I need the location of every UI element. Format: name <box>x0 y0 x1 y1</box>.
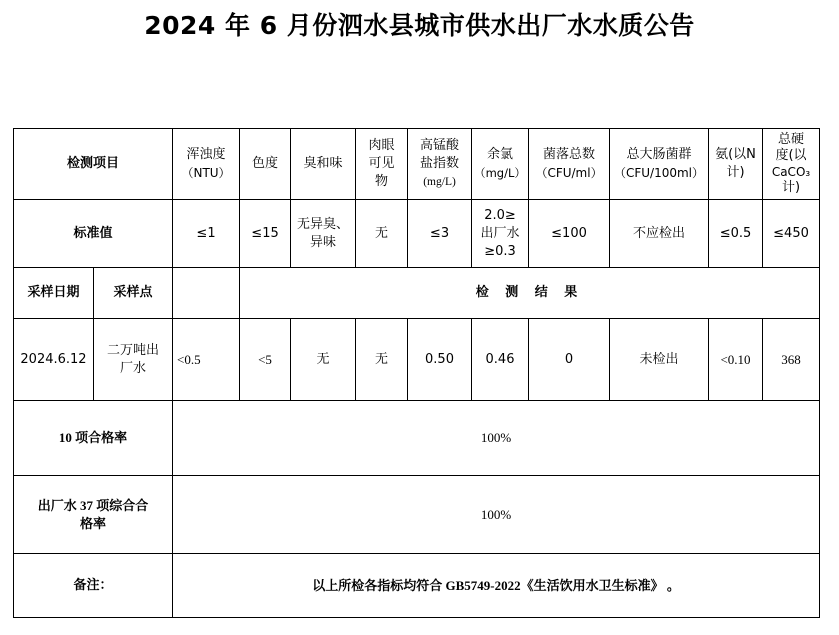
header-turbidity-name: 浑浊度 <box>186 147 226 162</box>
header-ammonia-line1: 氨(以N <box>715 147 756 162</box>
standard-chlorine-line1: 2.0≥ <box>484 207 516 223</box>
standard-color: ≤15 <box>240 200 291 268</box>
standard-turbidity: ≤1 <box>173 200 240 268</box>
result-permanganate: 0.50 <box>408 319 472 401</box>
standard-odor-line2: 异味 <box>310 234 337 250</box>
header-colony-unit: （CFU/ml） <box>535 166 603 180</box>
header-color: 色度 <box>240 129 291 200</box>
header-chlorine-name: 余氯 <box>487 147 514 162</box>
sampling-empty-cell <box>173 268 240 319</box>
standard-row <box>14 200 820 268</box>
header-chlorine <box>472 129 529 200</box>
rate10-row <box>14 401 820 476</box>
header-row <box>14 129 820 200</box>
standard-colony: ≤100 <box>529 200 610 268</box>
header-item: 检测项目 <box>14 129 173 200</box>
standard-visible: 无 <box>356 200 408 268</box>
header-hardness-line3: CaCO₃ <box>771 165 811 179</box>
result-date: 2024.6.12 <box>14 319 94 401</box>
result-turbidity: <0.5 <box>173 319 240 401</box>
header-permanganate-unit: (mg/L) <box>423 176 456 188</box>
header-coliform-unit: （CFU/100ml） <box>613 166 705 180</box>
header-ammonia-line2: 计) <box>726 165 745 180</box>
standard-label: 标准值 <box>14 200 173 268</box>
header-visible-line2: 可见 <box>368 156 395 171</box>
result-odor: 无 <box>291 319 356 401</box>
result-hardness: 368 <box>763 319 820 401</box>
page-title: 2024 年 6 月份泗水县城市供水出厂水水质公告 <box>144 11 695 40</box>
standard-hardness: ≤450 <box>763 200 820 268</box>
header-permanganate <box>408 129 472 200</box>
standard-permanganate: ≤3 <box>408 200 472 268</box>
rate10-label: 10 项合格率 <box>14 401 173 476</box>
header-hardness-line2: 度(以 <box>775 148 807 163</box>
result-point-line1: 二万吨出 <box>107 342 160 358</box>
standard-coliform: 不应检出 <box>610 200 709 268</box>
standard-chlorine-line3: ≥0.3 <box>484 243 516 259</box>
rate10-value: 100% <box>173 401 820 476</box>
sampling-header-row <box>14 268 820 319</box>
header-turbidity-unit: （NTU） <box>181 166 231 180</box>
rate37-label-line1: 出厂水 37 项综合合 <box>37 497 149 513</box>
standard-chlorine <box>472 200 529 268</box>
header-hardness <box>763 129 820 200</box>
header-coliform-name: 总大肠菌群 <box>626 147 692 162</box>
result-colony: 0 <box>529 319 610 401</box>
header-permanganate-line1: 高锰酸 <box>420 138 460 153</box>
result-ammonia: <0.10 <box>709 319 763 401</box>
result-visible: 无 <box>356 319 408 401</box>
rate37-row <box>14 476 820 554</box>
header-colony-name: 菌落总数 <box>543 147 596 162</box>
header-odor: 臭和味 <box>291 129 356 200</box>
water-quality-table <box>13 128 820 618</box>
header-visible <box>356 129 408 200</box>
standard-odor <box>291 200 356 268</box>
result-row <box>14 319 820 401</box>
rate37-label <box>14 476 173 554</box>
header-coliform <box>610 129 709 200</box>
header-turbidity <box>173 129 240 200</box>
sampling-point-label: 采样点 <box>94 268 173 319</box>
result-point-line2: 厂水 <box>120 360 147 376</box>
standard-odor-line1: 无异臭、 <box>297 216 350 232</box>
result-point <box>94 319 173 401</box>
note-row <box>14 554 820 618</box>
rate37-label-line2: 格率 <box>80 515 107 531</box>
header-ammonia <box>709 129 763 200</box>
header-visible-line1: 肉眼 <box>368 138 395 153</box>
standard-chlorine-line2: 出厂水 <box>480 225 520 241</box>
header-hardness-line1: 总硬 <box>778 132 805 147</box>
rate37-value: 100% <box>173 476 820 554</box>
header-chlorine-unit: （mg/L） <box>474 166 526 180</box>
note-text: 以上所检各指标均符合 GB5749-2022《生活饮用水卫生标准》 。 <box>173 554 820 618</box>
header-permanganate-line2: 盐指数 <box>420 156 460 171</box>
note-label: 备注： <box>14 554 173 618</box>
standard-ammonia: ≤0.5 <box>709 200 763 268</box>
header-visible-line3: 物 <box>375 174 389 189</box>
header-hardness-line4: 计) <box>781 180 801 195</box>
sampling-date-label: 采样日期 <box>14 268 94 319</box>
result-color: <5 <box>240 319 291 401</box>
result-label: 检 测 结 果 <box>240 268 820 319</box>
result-coliform: 未检出 <box>610 319 709 401</box>
header-colony <box>529 129 610 200</box>
result-chlorine: 0.46 <box>472 319 529 401</box>
